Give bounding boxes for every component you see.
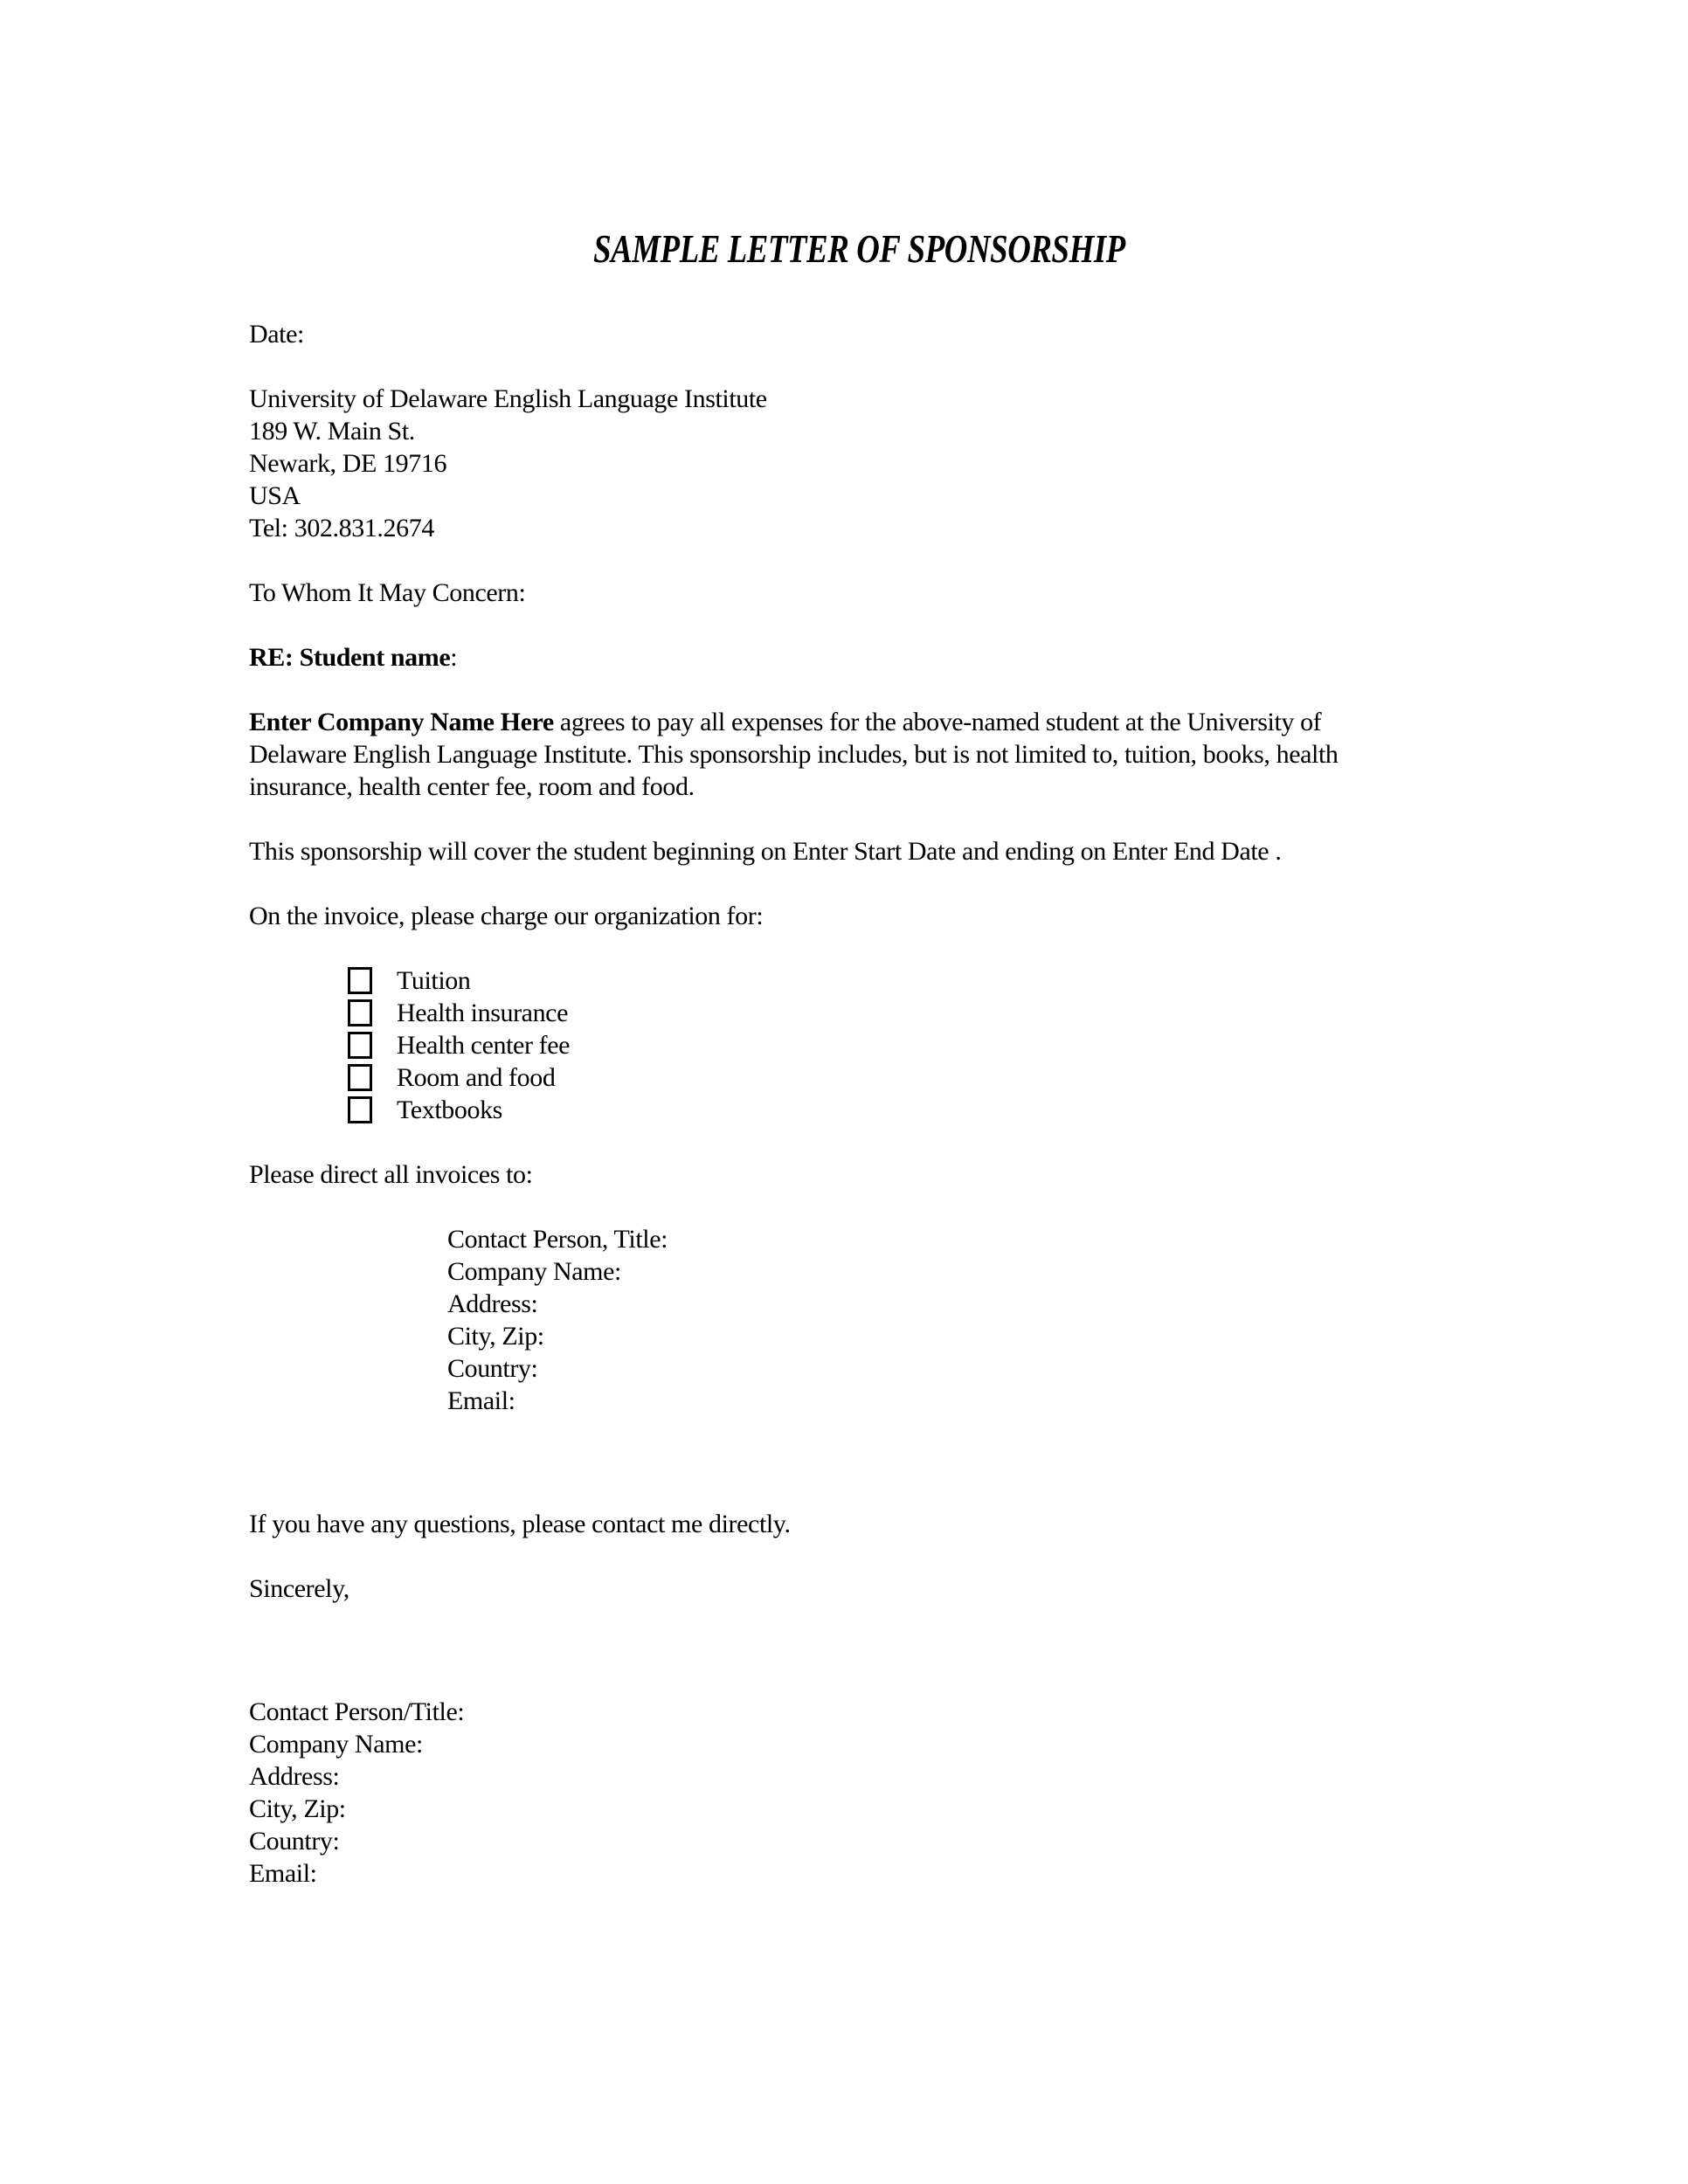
charge-option-row (249, 964, 1470, 997)
invoice-contact-field: Email: (447, 1386, 515, 1415)
charge-option-label: Tuition (397, 966, 471, 995)
charge-options-list (249, 964, 1470, 1126)
invoice-contact-field: Company Name: (447, 1257, 621, 1286)
re-line (249, 641, 1470, 674)
invoice-charge-prompt: On the invoice, please charge our organization for: (249, 902, 764, 930)
signature-field: City, Zip: (249, 1794, 346, 1823)
invoice-contact-field: Contact Person, Title: (447, 1225, 668, 1254)
address-line: Newark, DE 19716 (249, 449, 447, 478)
re-colon: : (450, 643, 458, 672)
document-title (249, 225, 1470, 273)
closing-sincerely: Sincerely, (249, 1574, 349, 1603)
re-label-bold: RE: Student name (249, 643, 451, 672)
signature-field: Country: (249, 1827, 340, 1856)
salutation: To Whom It May Concern: (249, 578, 526, 607)
charge-option-row (249, 1094, 1470, 1126)
charge-option-row (249, 997, 1470, 1029)
invoice-contact-block (249, 1223, 1470, 1417)
signature-block (249, 1696, 1470, 1890)
charge-option-label: Room and food (397, 1063, 556, 1092)
sponsorship-paragraph (249, 706, 1470, 803)
charge-option-row (249, 1061, 1470, 1094)
paragraph-line-2: Delaware English Language Institute. This sponsorship includes, but is not limited to, tuition, books, health (249, 740, 1339, 769)
room-and-food-checkbox[interactable] (348, 1064, 372, 1091)
coverage-sentence: This sponsorship will cover the student beginning on Enter Start Date and ending on Enter End Date . (249, 837, 1282, 866)
date-label: Date: (249, 320, 304, 349)
invoice-contact-field: Country: (447, 1354, 538, 1383)
invoice-contact-field: Address: (447, 1289, 538, 1318)
paragraph-line-3: insurance, health center fee, room and food. (249, 772, 695, 801)
institute-address-block (249, 383, 1470, 544)
charge-option-label: Textbooks (397, 1095, 502, 1124)
charge-option-label: Health center fee (397, 1031, 571, 1060)
signature-field: Address: (249, 1762, 340, 1791)
charge-option-label: Health insurance (397, 999, 569, 1027)
textbooks-checkbox[interactable] (348, 1096, 372, 1123)
charge-option-row (249, 1029, 1470, 1061)
document-title-text: SAMPLE LETTER OF SPONSORSHIP (593, 226, 1125, 271)
tuition-checkbox[interactable] (348, 967, 372, 994)
invoices-direct-label: Please direct all invoices to: (249, 1160, 533, 1189)
health-center-fee-checkbox[interactable] (348, 1032, 372, 1059)
signature-field: Contact Person/Title: (249, 1697, 465, 1726)
address-line: USA (249, 481, 301, 510)
address-line: University of Delaware English Language Institute (249, 384, 767, 413)
company-name-bold: Enter Company Name Here (249, 708, 554, 736)
address-line: Tel: 302.831.2674 (249, 514, 434, 543)
signature-field: Email: (249, 1859, 317, 1888)
health-insurance-checkbox[interactable] (348, 999, 372, 1026)
address-line: 189 W. Main St. (249, 417, 415, 446)
signature-field: Company Name: (249, 1730, 423, 1759)
questions-line: If you have any questions, please contact me directly. (249, 1510, 791, 1538)
paragraph-line-1: agrees to pay all expenses for the above-named student at the University of (553, 708, 1322, 736)
invoice-contact-field: City, Zip: (447, 1322, 544, 1351)
